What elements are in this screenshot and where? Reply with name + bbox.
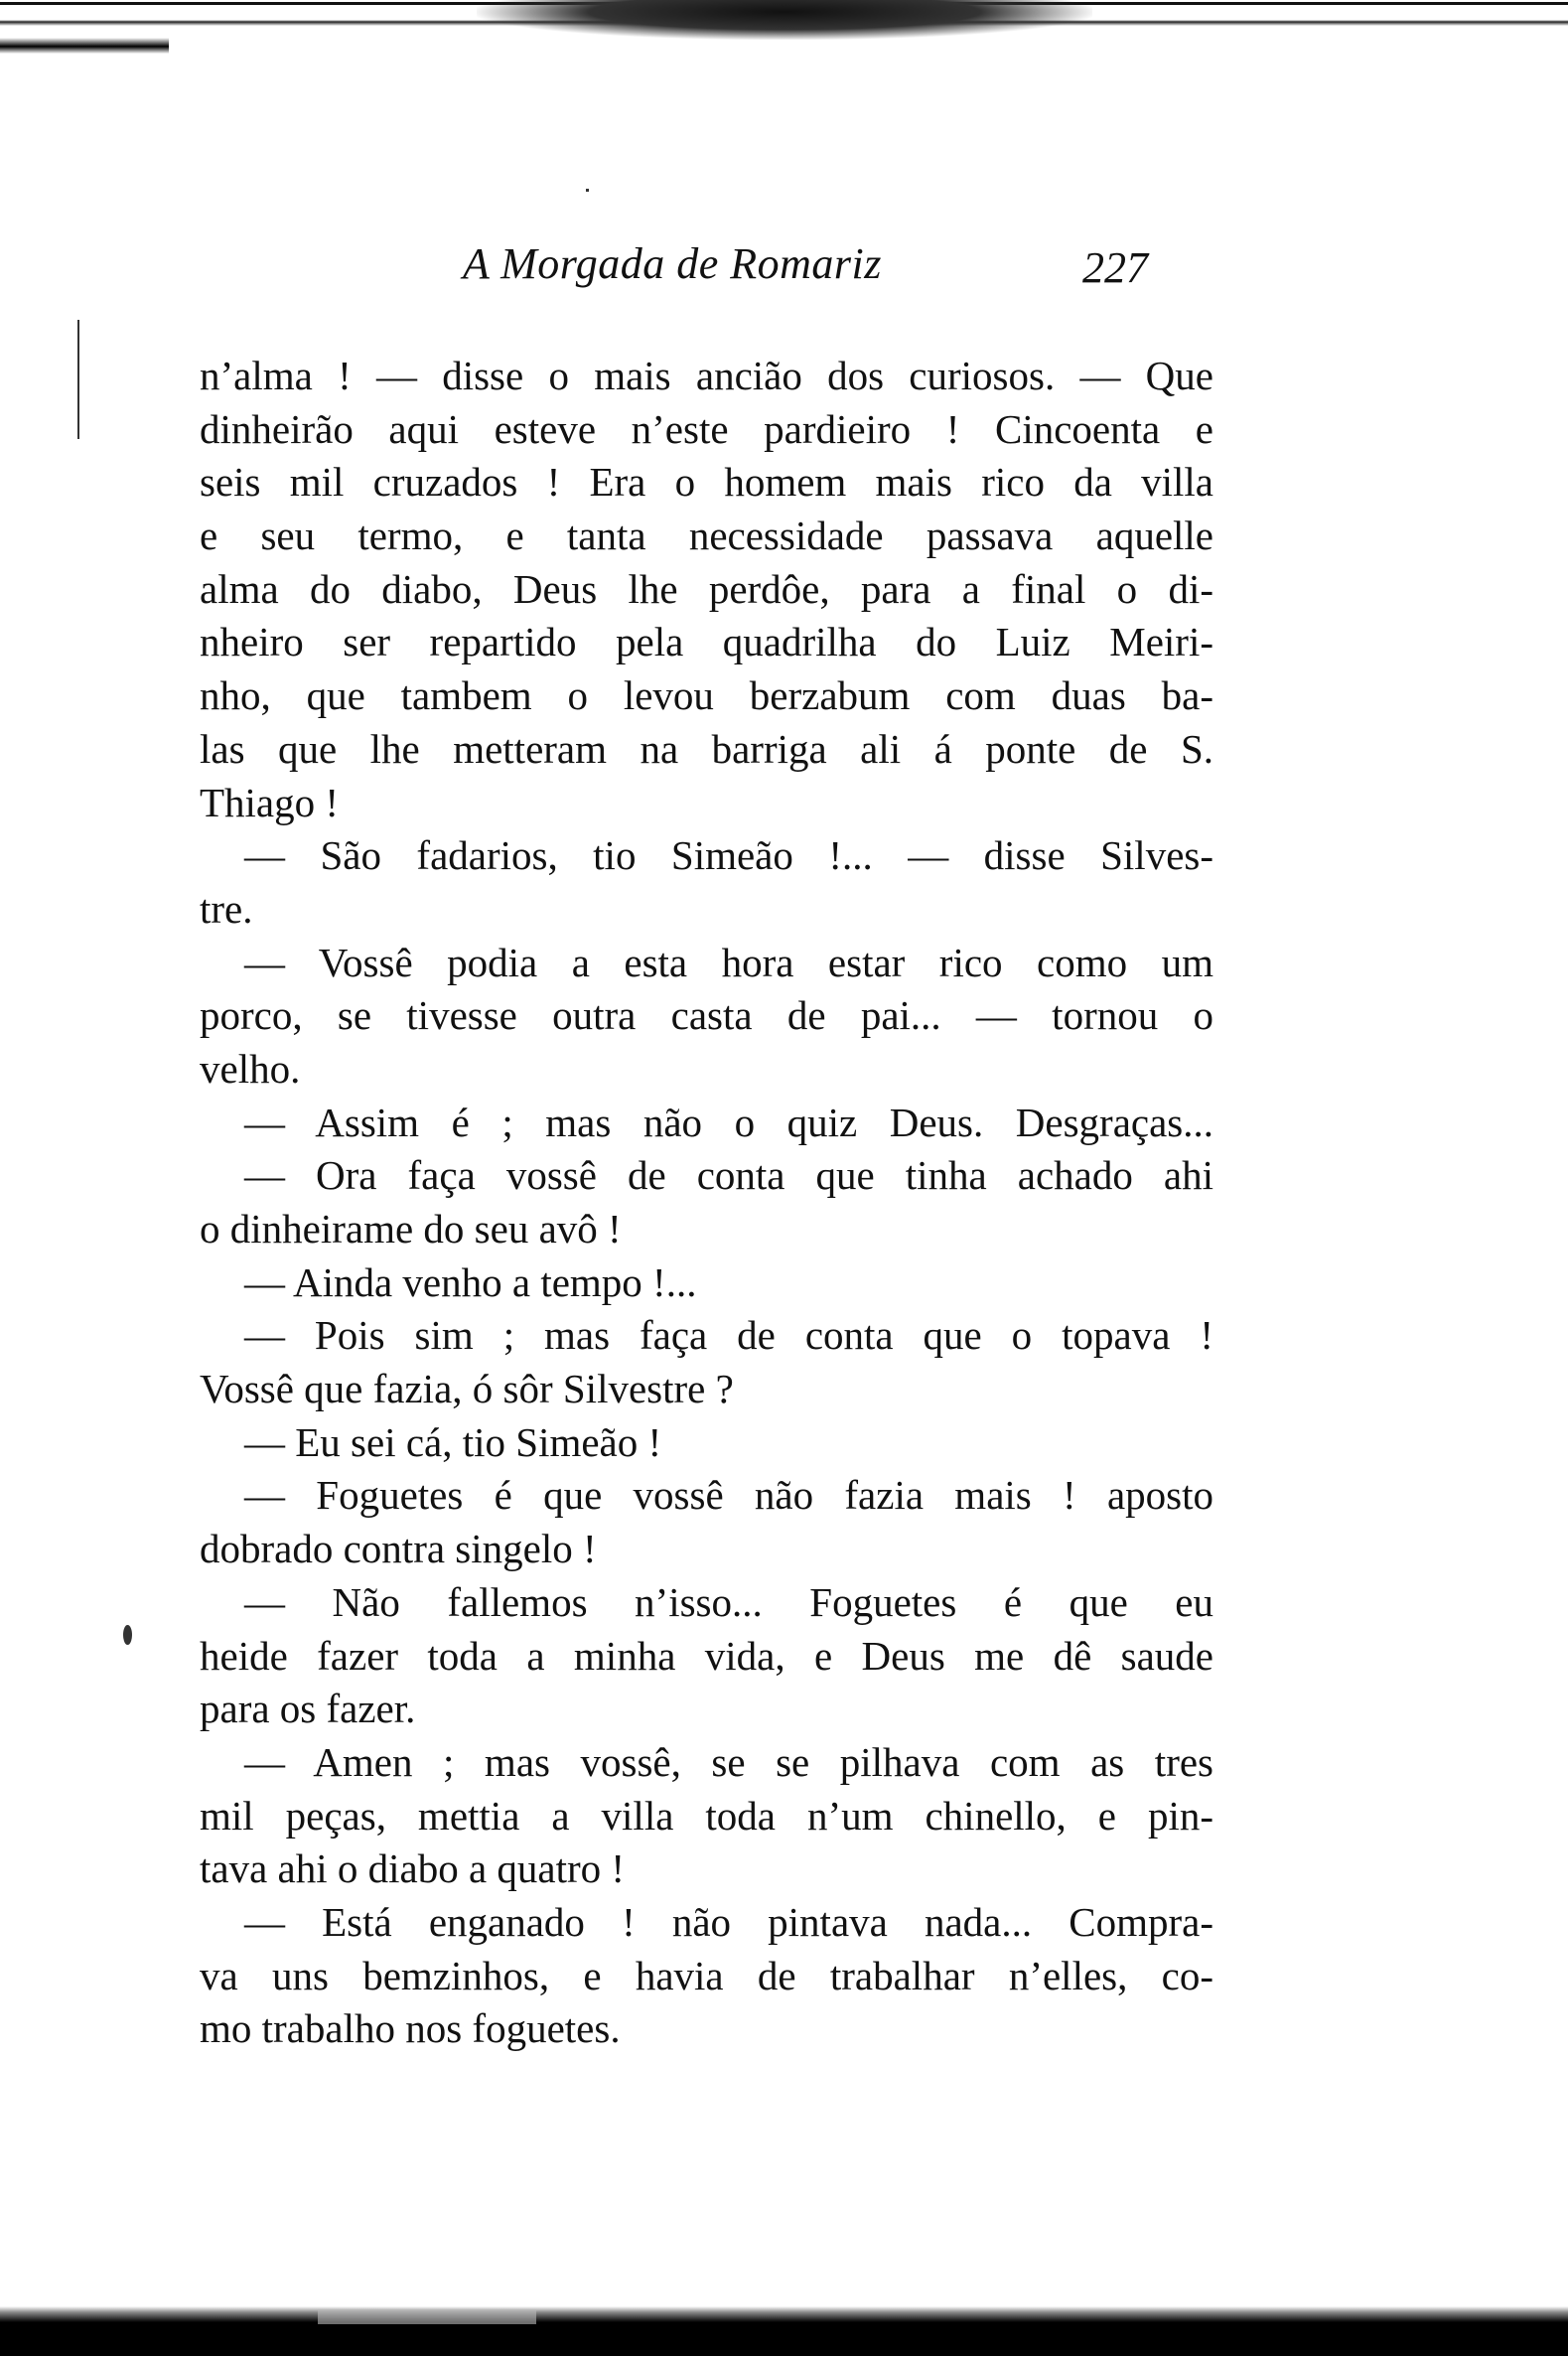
text-line: — Está enganado ! não pintava nada... Compra- bbox=[244, 1898, 1213, 1945]
text-line: nheiro ser repartido pela quadrilha do Luiz Meiri- bbox=[200, 619, 1213, 665]
text-line: alma do diabo, Deus lhe perdôe, para a final o di- bbox=[200, 565, 1213, 612]
text-line: n’alma ! — disse o mais ancião dos curiosos. — Que bbox=[200, 353, 1213, 398]
text-line: — Ainda venho a tempo !... bbox=[244, 1258, 697, 1305]
text-line: e seu termo, e tanta necessidade passava aquelle bbox=[200, 513, 1213, 559]
text-line: tava ahi o diabo a quatro ! bbox=[200, 1845, 626, 1892]
scan-bottom-smudge bbox=[318, 2310, 536, 2324]
text-line: velho. bbox=[200, 1045, 301, 1092]
text-line: — Pois sim ; mas faça de conta que o topava ! bbox=[244, 1312, 1213, 1359]
text-line: Thiago ! bbox=[200, 779, 340, 825]
text-line: — Não fallemos n’isso... Foguetes é que eu bbox=[244, 1578, 1213, 1625]
text-line: — Eu sei cá, tio Simeão ! bbox=[244, 1418, 662, 1465]
scan-top-left-smudge bbox=[0, 38, 169, 54]
text-line: — Ora faça vossê de conta que tinha achado ahi bbox=[244, 1152, 1213, 1199]
running-head bbox=[0, 238, 1216, 298]
text-line: nho, que tambem o levou berzabum com duas ba- bbox=[200, 672, 1213, 719]
body-text bbox=[200, 350, 1213, 2056]
text-line: porco, se tivesse outra casta de pai... — tornou o bbox=[200, 992, 1213, 1039]
scan-margin-line bbox=[77, 320, 79, 439]
text-line: mo trabalho nos foguetes. bbox=[200, 2005, 621, 2052]
scan-bottom-edge bbox=[0, 2306, 1568, 2356]
text-line: va uns bemzinhos, e havia de trabalhar n’elles, co- bbox=[200, 1952, 1213, 1998]
scan-speck bbox=[586, 189, 589, 192]
text-line: dobrado contra singelo ! bbox=[200, 1526, 597, 1572]
page-number: 227 bbox=[1082, 243, 1148, 292]
text-line: — São fadarios, tio Simeão !... — disse Silves- bbox=[244, 832, 1213, 879]
text-line: mil peças, mettia a villa toda n’um chinello, e pin- bbox=[200, 1792, 1213, 1839]
scan-ink-spot bbox=[123, 1625, 132, 1645]
scan-top-smudge bbox=[477, 0, 1092, 40]
text-line: heide fazer toda a minha vida, e Deus me dê saude bbox=[200, 1632, 1213, 1679]
text-line: — Vossê podia a esta hora estar rico como um bbox=[244, 939, 1213, 985]
text-line: las que lhe metteram na barriga ali á ponte de S. bbox=[200, 725, 1213, 772]
text-line: o dinheirame do seu avô ! bbox=[200, 1206, 622, 1252]
text-line: tre. bbox=[200, 885, 253, 932]
running-title: A Morgada de Romariz bbox=[463, 239, 882, 288]
text-line: Vossê que fazia, ó sôr Silvestre ? bbox=[200, 1366, 734, 1412]
text-line: para os fazer. bbox=[200, 1686, 416, 1732]
text-line: dinheirão aqui esteve n’este pardieiro ! Cincoenta e bbox=[200, 405, 1213, 452]
text-line: — Amen ; mas vossê, se se pilhava com as tres bbox=[244, 1738, 1213, 1785]
text-line: seis mil cruzados ! Era o homem mais rico da villa bbox=[200, 459, 1213, 506]
text-line: — Assim é ; mas não o quiz Deus. Desgraças... bbox=[244, 1099, 1213, 1145]
text-line: — Foguetes é que vossê não fazia mais ! aposto bbox=[244, 1472, 1213, 1519]
